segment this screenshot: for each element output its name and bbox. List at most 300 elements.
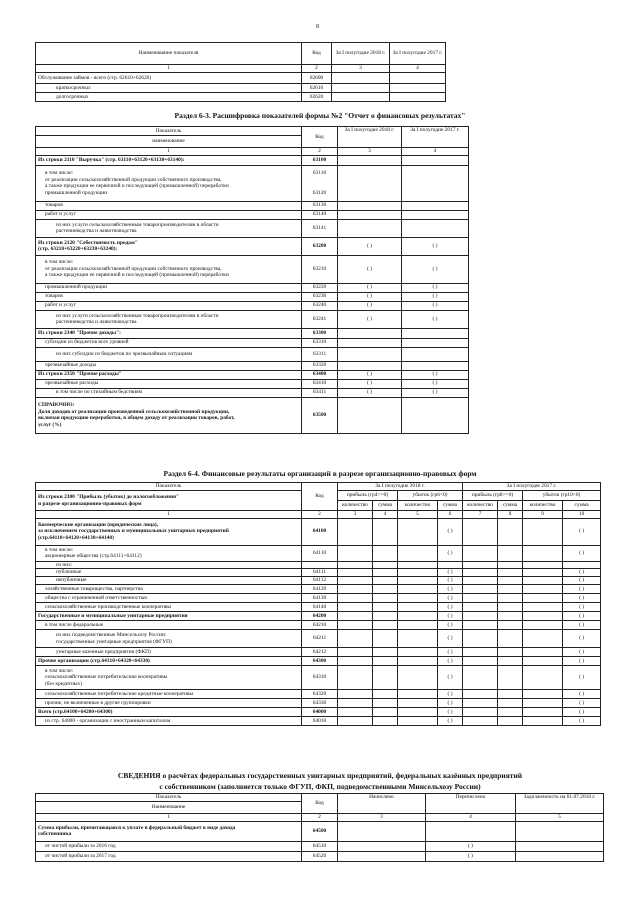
value-cell[interactable]: ( ) [563,577,601,585]
value-cell[interactable] [498,621,523,630]
value-cell[interactable] [523,708,563,717]
table-row [36,370,469,379]
value-cell[interactable] [338,201,402,210]
value-cell[interactable] [338,657,373,666]
value-cell[interactable] [338,165,402,201]
value-cell[interactable] [338,347,402,361]
value-cell[interactable] [338,612,373,621]
value-cell[interactable] [498,666,523,690]
value-cell[interactable] [398,657,438,666]
row-code: 64310 [302,666,338,690]
row-code-b: 63120 [312,189,327,196]
value-cell[interactable] [398,569,438,577]
value-cell[interactable] [523,690,563,699]
value-cell[interactable]: ( ) [338,255,402,283]
value-cell[interactable] [338,569,373,577]
value-cell[interactable]: ( ) [438,545,463,561]
value-cell[interactable] [463,612,498,621]
row-code: 64500 [302,821,338,841]
value-cell[interactable]: ( ) [563,603,601,612]
value-cell[interactable] [338,577,373,585]
row-name: промышленной продукции [36,283,302,292]
value-cell[interactable]: ( ) [563,699,601,708]
col-header-2017: За I полугодие 2017 г. [390,43,446,65]
value-cell[interactable]: ( ) [402,370,469,379]
table-row [36,388,469,397]
value-cell[interactable] [523,561,563,569]
value-cell[interactable] [516,851,604,861]
row-name: СПРАВОЧНО: Доля доходов от реализации произведенной сельскохозяйственной продукции, включая продукцию переработки, в общем доходу от реализации товаров, работ, услуг (%) [36,397,302,433]
value-cell[interactable]: ( ) [563,518,601,545]
value-cell[interactable] [373,657,398,666]
value-cell[interactable] [463,585,498,594]
value-cell[interactable] [498,518,523,545]
value-cell[interactable] [516,821,604,841]
value-cell[interactable] [498,612,523,621]
value-cell[interactable] [373,666,398,690]
value-cell[interactable]: ( ) [402,292,469,301]
value-cell[interactable]: ( ) [438,569,463,577]
value-cell[interactable] [398,518,438,545]
value-cell[interactable] [563,561,601,569]
value-cell[interactable] [338,648,373,657]
value-cell[interactable]: ( ) [438,518,463,545]
value-cell[interactable]: ( ) [438,621,463,630]
value-cell[interactable] [498,561,523,569]
value-cell[interactable]: ( ) [438,594,463,603]
table-row [36,397,469,433]
value-cell[interactable] [516,841,604,851]
table-row [36,708,601,717]
value-cell[interactable] [338,210,402,219]
value-cell[interactable] [338,699,373,708]
value-cell[interactable] [523,612,563,621]
row-name: Из строки 2350 "Прочие расходы" [36,370,302,379]
row-name: сельскохозяйственные производственные кооперативы [36,603,302,612]
row-name: краткосрочных [36,84,302,93]
value-cell[interactable]: ( ) [438,612,463,621]
col-header-qty: количество [398,501,438,511]
col-num: 4 [390,65,446,73]
value-cell[interactable] [498,708,523,717]
table-row [36,73,446,84]
table-row [36,310,469,328]
value-cell[interactable] [373,561,398,569]
value-cell[interactable] [402,165,469,201]
value-cell[interactable] [498,657,523,666]
value-cell[interactable]: ( ) [563,657,601,666]
value-cell[interactable] [398,717,438,726]
value-cell[interactable]: ( ) [438,630,463,648]
value-cell[interactable]: ( ) [338,388,402,397]
row-code: 64210 [302,621,338,630]
table-row [36,165,469,201]
value-cell[interactable] [463,717,498,726]
value-cell[interactable]: ( ) [563,594,601,603]
value-cell[interactable]: ( ) [402,388,469,397]
value-cell[interactable] [373,699,398,708]
row-code: 64140 [302,603,338,612]
value-cell[interactable] [338,397,402,433]
value-cell[interactable]: ( ) [563,717,601,726]
table-row [36,577,601,585]
value-cell[interactable] [338,361,402,370]
col-header-profit-2018: прибыль (гр4>=0) [338,491,398,501]
value-cell[interactable]: ( ) [563,630,601,648]
value-cell[interactable] [498,569,523,577]
col-num: 1 [36,65,302,73]
value-cell[interactable] [463,569,498,577]
value-cell[interactable]: ( ) [402,237,469,255]
value-cell[interactable] [523,577,563,585]
value-cell[interactable] [426,821,516,841]
value-cell[interactable] [373,585,398,594]
value-cell[interactable] [523,717,563,726]
value-cell[interactable] [498,699,523,708]
value-cell[interactable]: ( ) [338,237,402,255]
value-cell[interactable] [398,594,438,603]
row-code: 64120 [302,585,338,594]
value-cell[interactable]: ( ) [338,379,402,388]
table-row [36,379,469,388]
value-cell[interactable] [373,717,398,726]
row-code: 63320 [302,361,338,370]
value-cell[interactable] [523,630,563,648]
col-header-transferred: Перечислено [426,794,516,814]
row-name: Обслуживание займов - всего (стр. 62610+62620) [36,73,302,84]
row-name: Прочие организации (стр.64310+64320+64330) [36,657,302,666]
value-cell[interactable]: ( ) [563,612,601,621]
value-cell[interactable] [498,545,523,561]
value-cell[interactable] [338,821,426,841]
row-name: субсидии из бюджетов всех уровней [36,338,302,347]
value-cell[interactable] [338,594,373,603]
row-name: Сумма прибыли, причитающаяся к уплате в федеральный бюджет в виде дохода собственника [36,821,302,841]
col-num: 2 [302,814,338,822]
row-code: 63140 [302,210,338,219]
value-cell[interactable]: ( ) [563,585,601,594]
value-cell[interactable] [373,594,398,603]
value-cell[interactable]: ( ) [563,621,601,630]
row-code: 64211 [302,630,338,648]
col-num: 3 [338,814,426,822]
row-name: в том числе: от реализации сельскохозяйственной продукции собственного производства, а также продукции ее первичной и последующей (промышленной) переработки [36,255,302,283]
value-cell[interactable] [523,594,563,603]
value-cell[interactable] [373,621,398,630]
value-cell[interactable] [338,155,402,165]
value-cell[interactable] [402,338,469,347]
value-cell[interactable]: ( ) [338,370,402,379]
row-name: долгосрочных [36,93,302,102]
col-header-loss-2017: убыток (гр10<0) [523,491,601,501]
value-cell[interactable] [463,657,498,666]
col-header-code: Код [302,127,338,148]
col-header-profit-2017: прибыль (гр8>=0) [463,491,523,501]
value-cell[interactable] [338,708,373,717]
value-cell[interactable] [338,585,373,594]
value-cell[interactable] [332,73,390,84]
value-cell[interactable]: ( ) [563,690,601,699]
value-cell[interactable] [398,585,438,594]
value-cell[interactable] [338,328,402,338]
table-row [36,821,604,841]
value-cell[interactable]: ( ) [438,708,463,717]
value-cell[interactable] [402,155,469,165]
value-cell[interactable] [338,545,373,561]
row-code: 64330 [302,699,338,708]
value-cell[interactable] [373,648,398,657]
value-cell[interactable]: ( ) [438,699,463,708]
row-name: в том числе федеральные [36,621,302,630]
value-cell[interactable]: ( ) [563,708,601,717]
value-cell[interactable] [338,630,373,648]
value-cell[interactable]: ( ) [438,717,463,726]
col-num: 7 [463,511,498,519]
value-cell[interactable] [398,648,438,657]
row-name: в том числе: от реализации сельскохозяйственной продукции собственного производства, а также продукции ее первичной и последующей (промышленной) переработки промышленной продукции [36,165,302,201]
row-name: сельскохозяйственные потребительские кредитные кооперативы [36,690,302,699]
value-cell[interactable]: ( ) [402,283,469,292]
table-row [36,841,604,851]
value-cell[interactable]: ( ) [402,310,469,328]
value-cell[interactable] [402,328,469,338]
value-cell[interactable] [523,603,563,612]
value-cell[interactable] [338,603,373,612]
value-cell[interactable]: ( ) [438,585,463,594]
col-header-2017: За I полугодие 2017 г. [463,483,601,491]
value-cell[interactable] [463,621,498,630]
table-row [36,338,469,347]
table-row [36,594,601,603]
value-cell[interactable] [338,851,426,861]
row-name: в том числе по стихийным бедствиям [36,388,302,397]
value-cell[interactable] [463,545,498,561]
value-cell[interactable] [523,545,563,561]
row-code: 63220 [302,283,338,292]
value-cell[interactable] [332,84,390,93]
value-cell[interactable] [373,690,398,699]
value-cell[interactable] [498,585,523,594]
page-number: 8 [316,24,319,30]
col-num: 8 [498,511,523,519]
value-cell[interactable] [332,93,390,102]
value-cell[interactable] [338,621,373,630]
value-cell[interactable]: ( ) [438,657,463,666]
value-cell[interactable] [463,699,498,708]
table-row [36,237,469,255]
value-cell[interactable]: ( ) [438,648,463,657]
value-cell[interactable] [390,73,446,84]
value-cell[interactable] [498,717,523,726]
value-cell[interactable] [373,569,398,577]
table-row [36,93,446,102]
row-code: 62600 [302,73,332,84]
table-row [36,301,469,310]
table-row [36,84,446,93]
col-header-2018: За I полугодие 2018 г. [332,43,390,65]
value-cell[interactable] [373,630,398,648]
value-cell[interactable] [338,690,373,699]
section-6-4-table [35,482,601,726]
value-cell[interactable]: ( ) [402,301,469,310]
value-cell[interactable] [523,666,563,690]
value-cell[interactable]: ( ) [338,283,402,292]
value-cell[interactable] [463,561,498,569]
table-row [36,851,604,861]
value-cell[interactable] [498,603,523,612]
value-cell[interactable] [373,603,398,612]
value-cell[interactable]: ( ) [438,666,463,690]
table-row [36,699,601,708]
value-cell[interactable] [523,585,563,594]
table-row [36,347,469,361]
col-num: 4 [402,148,469,156]
value-cell[interactable] [398,561,438,569]
row-code: 64000 [302,708,338,717]
value-cell[interactable] [463,577,498,585]
value-cell[interactable] [373,577,398,585]
value-cell[interactable] [390,93,446,102]
value-cell[interactable] [498,594,523,603]
row-code [302,165,338,201]
value-cell[interactable] [523,699,563,708]
value-cell[interactable]: ( ) [402,379,469,388]
value-cell[interactable] [398,545,438,561]
value-cell[interactable]: ( ) [563,648,601,657]
value-cell[interactable] [523,518,563,545]
value-cell[interactable] [463,594,498,603]
value-cell[interactable]: ( ) [402,255,469,283]
value-cell[interactable] [498,630,523,648]
value-cell[interactable] [390,84,446,93]
value-cell[interactable]: ( ) [563,569,601,577]
table-row [36,545,601,561]
value-cell[interactable] [463,518,498,545]
value-cell[interactable]: ( ) [563,666,601,690]
col-header-code: Код [302,483,338,511]
value-cell[interactable] [523,621,563,630]
row-name: Из строки 2110 "Выручка" (стр. 63110+63120+63130+63140): [36,155,302,165]
value-cell[interactable] [398,621,438,630]
value-cell[interactable] [402,397,469,433]
value-cell[interactable] [398,690,438,699]
value-cell[interactable] [398,603,438,612]
value-cell[interactable] [398,666,438,690]
col-header-qty: количество [463,501,498,511]
col-num: 3 [332,65,390,73]
value-cell[interactable] [398,630,438,648]
col-header-name: Наименование [36,802,302,814]
row-name: чрезвычайные расходы [36,379,302,388]
value-cell[interactable] [338,717,373,726]
value-cell[interactable] [338,561,373,569]
value-cell[interactable]: ( ) [438,603,463,612]
col-header-code: Код [302,794,338,814]
table-row [36,666,601,690]
value-cell[interactable]: ( ) [438,690,463,699]
row-code: 63310 [302,338,338,347]
value-cell[interactable] [398,699,438,708]
row-name: Всего (стр.64100+64200+64300) [36,708,302,717]
row-name: из стр. 64000 - организации с иностранным капиталом [36,717,302,726]
table-row [36,219,469,237]
row-code: 63200 [302,237,338,255]
col-num: 3 [338,511,373,519]
value-cell[interactable] [373,518,398,545]
value-cell[interactable] [523,657,563,666]
value-cell[interactable] [523,648,563,657]
value-cell[interactable] [463,630,498,648]
col-num: 3 [338,148,402,156]
value-cell[interactable]: ( ) [338,310,402,328]
col-header-name: Из строки 2300 "Прибыль (убыток) до налогообложения" и разрезе организационно-правовых форм [36,491,302,511]
table-row [36,612,601,621]
col-header-sum: сумма [438,501,463,511]
value-cell[interactable] [402,219,469,237]
table-row [36,210,469,219]
value-cell[interactable] [498,690,523,699]
row-name: Из строки 2340 "Прочие доходы": [36,328,302,338]
value-cell[interactable] [398,612,438,621]
col-num: 1 [36,511,302,519]
value-cell[interactable]: ( ) [426,841,516,851]
row-code: 62620 [302,93,332,102]
value-cell[interactable] [402,201,469,210]
value-cell[interactable] [373,612,398,621]
value-cell[interactable] [498,577,523,585]
value-cell[interactable]: ( ) [563,545,601,561]
value-cell[interactable] [402,361,469,370]
row-code: 64510 [302,841,338,851]
value-cell[interactable] [338,666,373,690]
value-cell[interactable]: ( ) [338,301,402,310]
value-cell[interactable] [373,545,398,561]
value-cell[interactable] [338,219,402,237]
value-cell[interactable] [463,690,498,699]
col-header-name: Наименование показателя [36,43,302,65]
value-cell[interactable] [338,841,426,851]
value-cell[interactable] [438,561,463,569]
value-cell[interactable] [402,347,469,361]
row-code: 63241 [302,310,338,328]
value-cell[interactable] [498,648,523,657]
value-cell[interactable] [463,603,498,612]
table-row [36,630,601,648]
value-cell[interactable] [463,648,498,657]
value-cell[interactable] [373,708,398,717]
value-cell[interactable] [402,210,469,219]
value-cell[interactable] [338,338,402,347]
value-cell[interactable] [463,708,498,717]
value-cell[interactable] [398,577,438,585]
value-cell[interactable] [398,708,438,717]
row-name: в том числе: акционерные общества (стр.64111+64112) [36,545,302,561]
row-name: товаров [36,201,302,210]
value-cell[interactable] [523,569,563,577]
value-cell[interactable] [463,666,498,690]
table-row [36,621,601,630]
value-cell[interactable]: ( ) [426,851,516,861]
table-row [36,255,469,283]
value-cell[interactable] [338,518,373,545]
table-row [36,361,469,370]
value-cell[interactable]: ( ) [338,292,402,301]
row-name: чрезвычайные доходы [36,361,302,370]
value-cell[interactable]: ( ) [438,577,463,585]
col-header-qty: количество [523,501,563,511]
table-row [36,585,601,594]
fgup-title-line-2: с собственником (заполняется только ФГУП, ФКП, подведомственными Минсельхозу России) [159,782,481,791]
